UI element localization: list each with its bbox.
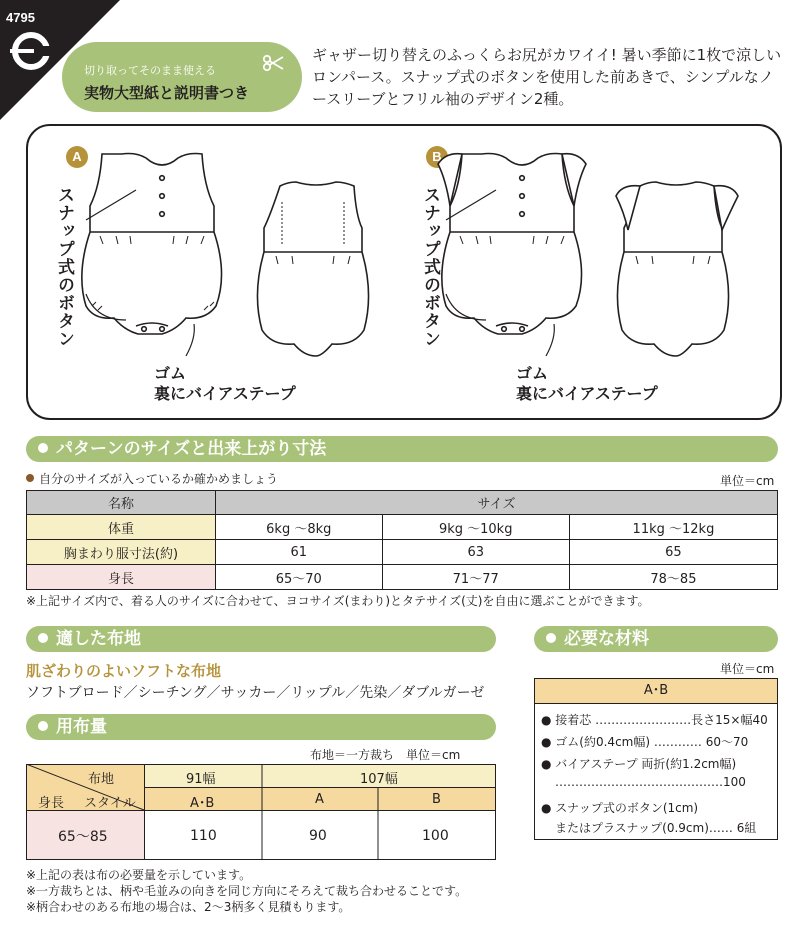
style-b-badge: B: [426, 146, 448, 168]
pattern-included-pill: [62, 42, 302, 112]
size-section-header: [26, 436, 778, 462]
materials-table-header: A･B: [534, 678, 778, 704]
romper-illustrations: [26, 124, 778, 416]
material-item: ● バイアステープ 両折(約1.2cm幅): [541, 757, 737, 771]
bias-label-a: 裏にバイアステープ: [154, 384, 296, 403]
materials-unit: 単位＝cm: [720, 662, 775, 676]
section-dot-icon: [38, 633, 48, 643]
materials-section-title: 必要な材料: [564, 629, 649, 649]
gom-label-a: ゴム: [154, 364, 187, 383]
size-footnote: ※上記サイズ内で、着る人のサイズに合わせて、ヨコサイズ(まわり)とタテサイズ(丈)を自由に選ぶことができます。: [26, 594, 650, 608]
leader-line-b-bias: [546, 324, 554, 356]
material-item: ● 接着芯 ……………………長さ15×幅40: [541, 713, 768, 727]
size-subnote-text: 自分のサイズが入っているか確かめましょう: [39, 472, 279, 486]
section-dot-icon: [38, 721, 48, 731]
romper-b-front-drawing: [438, 154, 586, 335]
snap-label-b: スナップ式のボタン: [420, 186, 440, 348]
snap-label-a: スナップ式のボタン: [54, 186, 74, 348]
section-dot-icon: [546, 633, 556, 643]
pill-big-text: 実物大型紙と説明書つき: [84, 84, 250, 102]
pill-small-text: 切り取ってそのまま使える: [84, 64, 216, 77]
size-cell: 9kg ～10kg: [382, 515, 569, 540]
yardage-w91: 91幅: [186, 772, 216, 787]
yardage-footnote: ※柄合わせのある布地の場合は、2～3柄多く見積もります。: [26, 900, 351, 914]
yardage-row-label: 65～85: [58, 829, 108, 845]
fabric-section-title: 適した布地: [56, 629, 141, 649]
material-item-cont: またはプラスナップ(0.9cm)…… 6組: [555, 821, 757, 835]
scissors-icon: [262, 52, 284, 74]
romper-b-back-drawing: [616, 182, 738, 356]
size-table: [26, 490, 778, 590]
size-cell: 11kg ～12kg: [569, 515, 777, 540]
size-cell: 71～77: [382, 565, 569, 590]
yardage-table: [26, 764, 496, 860]
size-row-label: 体重: [27, 515, 216, 540]
yardage-style-a: A: [315, 792, 324, 807]
size-row-label: 胸まわり服寸法(約): [27, 540, 216, 565]
intro-text: ギャザー切り替えのふっくらお尻がカワイイ! 暑い季節に1枚で涼しいロンパース。スナップ式のボタンを使用した前あきで、シンプルなノースリーブとフリル袖のデザイン2種。: [312, 46, 782, 108]
brand-logo-icon: [8, 28, 54, 74]
size-cell: 65～70: [216, 565, 383, 590]
fabric-list: ソフトブロード／シーチング／サッカー／リップル／先染／ダブルガーゼ: [26, 685, 485, 701]
material-item: ● スナップ式のボタン(1cm): [541, 801, 699, 815]
yardage-h-height: 身長: [38, 796, 65, 811]
size-cell: 65: [569, 540, 777, 565]
yardage-footnote: ※上記の表は布の必要量を示しています。: [26, 868, 252, 882]
yardage-style-ab: A･B: [190, 796, 215, 811]
yardage-cell: 100: [422, 828, 449, 844]
gom-label-b: ゴム: [516, 364, 549, 383]
romper-a-front-drawing: [82, 154, 222, 335]
bullet-icon: [26, 474, 34, 482]
yardage-w107: 107幅: [360, 772, 398, 787]
yardage-h-fabric: 布地: [88, 772, 115, 787]
size-cell: 6kg ～8kg: [216, 515, 383, 540]
fabric-subtitle: 肌ざわりのよいソフトな布地: [26, 662, 222, 680]
bias-label-b: 裏にバイアステープ: [516, 384, 658, 403]
size-cell: 63: [382, 540, 569, 565]
size-header-size: サイズ: [216, 491, 778, 515]
material-item-cont: ……………………………………100: [555, 775, 746, 789]
section-dot-icon: [38, 443, 48, 453]
yardage-cell: 90: [309, 828, 327, 844]
materials-section-header: [534, 626, 778, 652]
size-subnote: [26, 470, 278, 487]
style-a-badge: A: [66, 146, 88, 168]
leader-line-a-bias: [186, 324, 194, 356]
materials-table-body: [534, 703, 778, 840]
size-row-label: 身長: [27, 565, 216, 590]
material-item: ● ゴム(約0.4cm幅) ………… 60～70: [541, 735, 749, 749]
yardage-h-style: スタイル: [84, 796, 136, 811]
size-header-name: 名称: [27, 491, 216, 515]
yardage-style-b: B: [432, 792, 441, 807]
size-cell: 78～85: [569, 565, 777, 590]
pattern-code: 4795: [6, 10, 35, 25]
size-section-title: パターンのサイズと出来上がり寸法: [56, 439, 327, 459]
yardage-section-header: [26, 714, 496, 740]
size-cell: 61: [216, 540, 383, 565]
romper-a-back-drawing: [257, 182, 368, 356]
fabric-section-header: [26, 626, 496, 652]
yardage-cell: 110: [190, 828, 217, 844]
size-unit: 単位＝cm: [720, 474, 775, 488]
yardage-footnote: ※一方裁ちとは、柄や毛並みの向きを同じ方向にそろえて裁ち合わせることです。: [26, 884, 468, 898]
yardage-section-title: 用布量: [56, 717, 107, 737]
yardage-unit: 布地＝一方裁ち 単位＝cm: [310, 748, 461, 762]
